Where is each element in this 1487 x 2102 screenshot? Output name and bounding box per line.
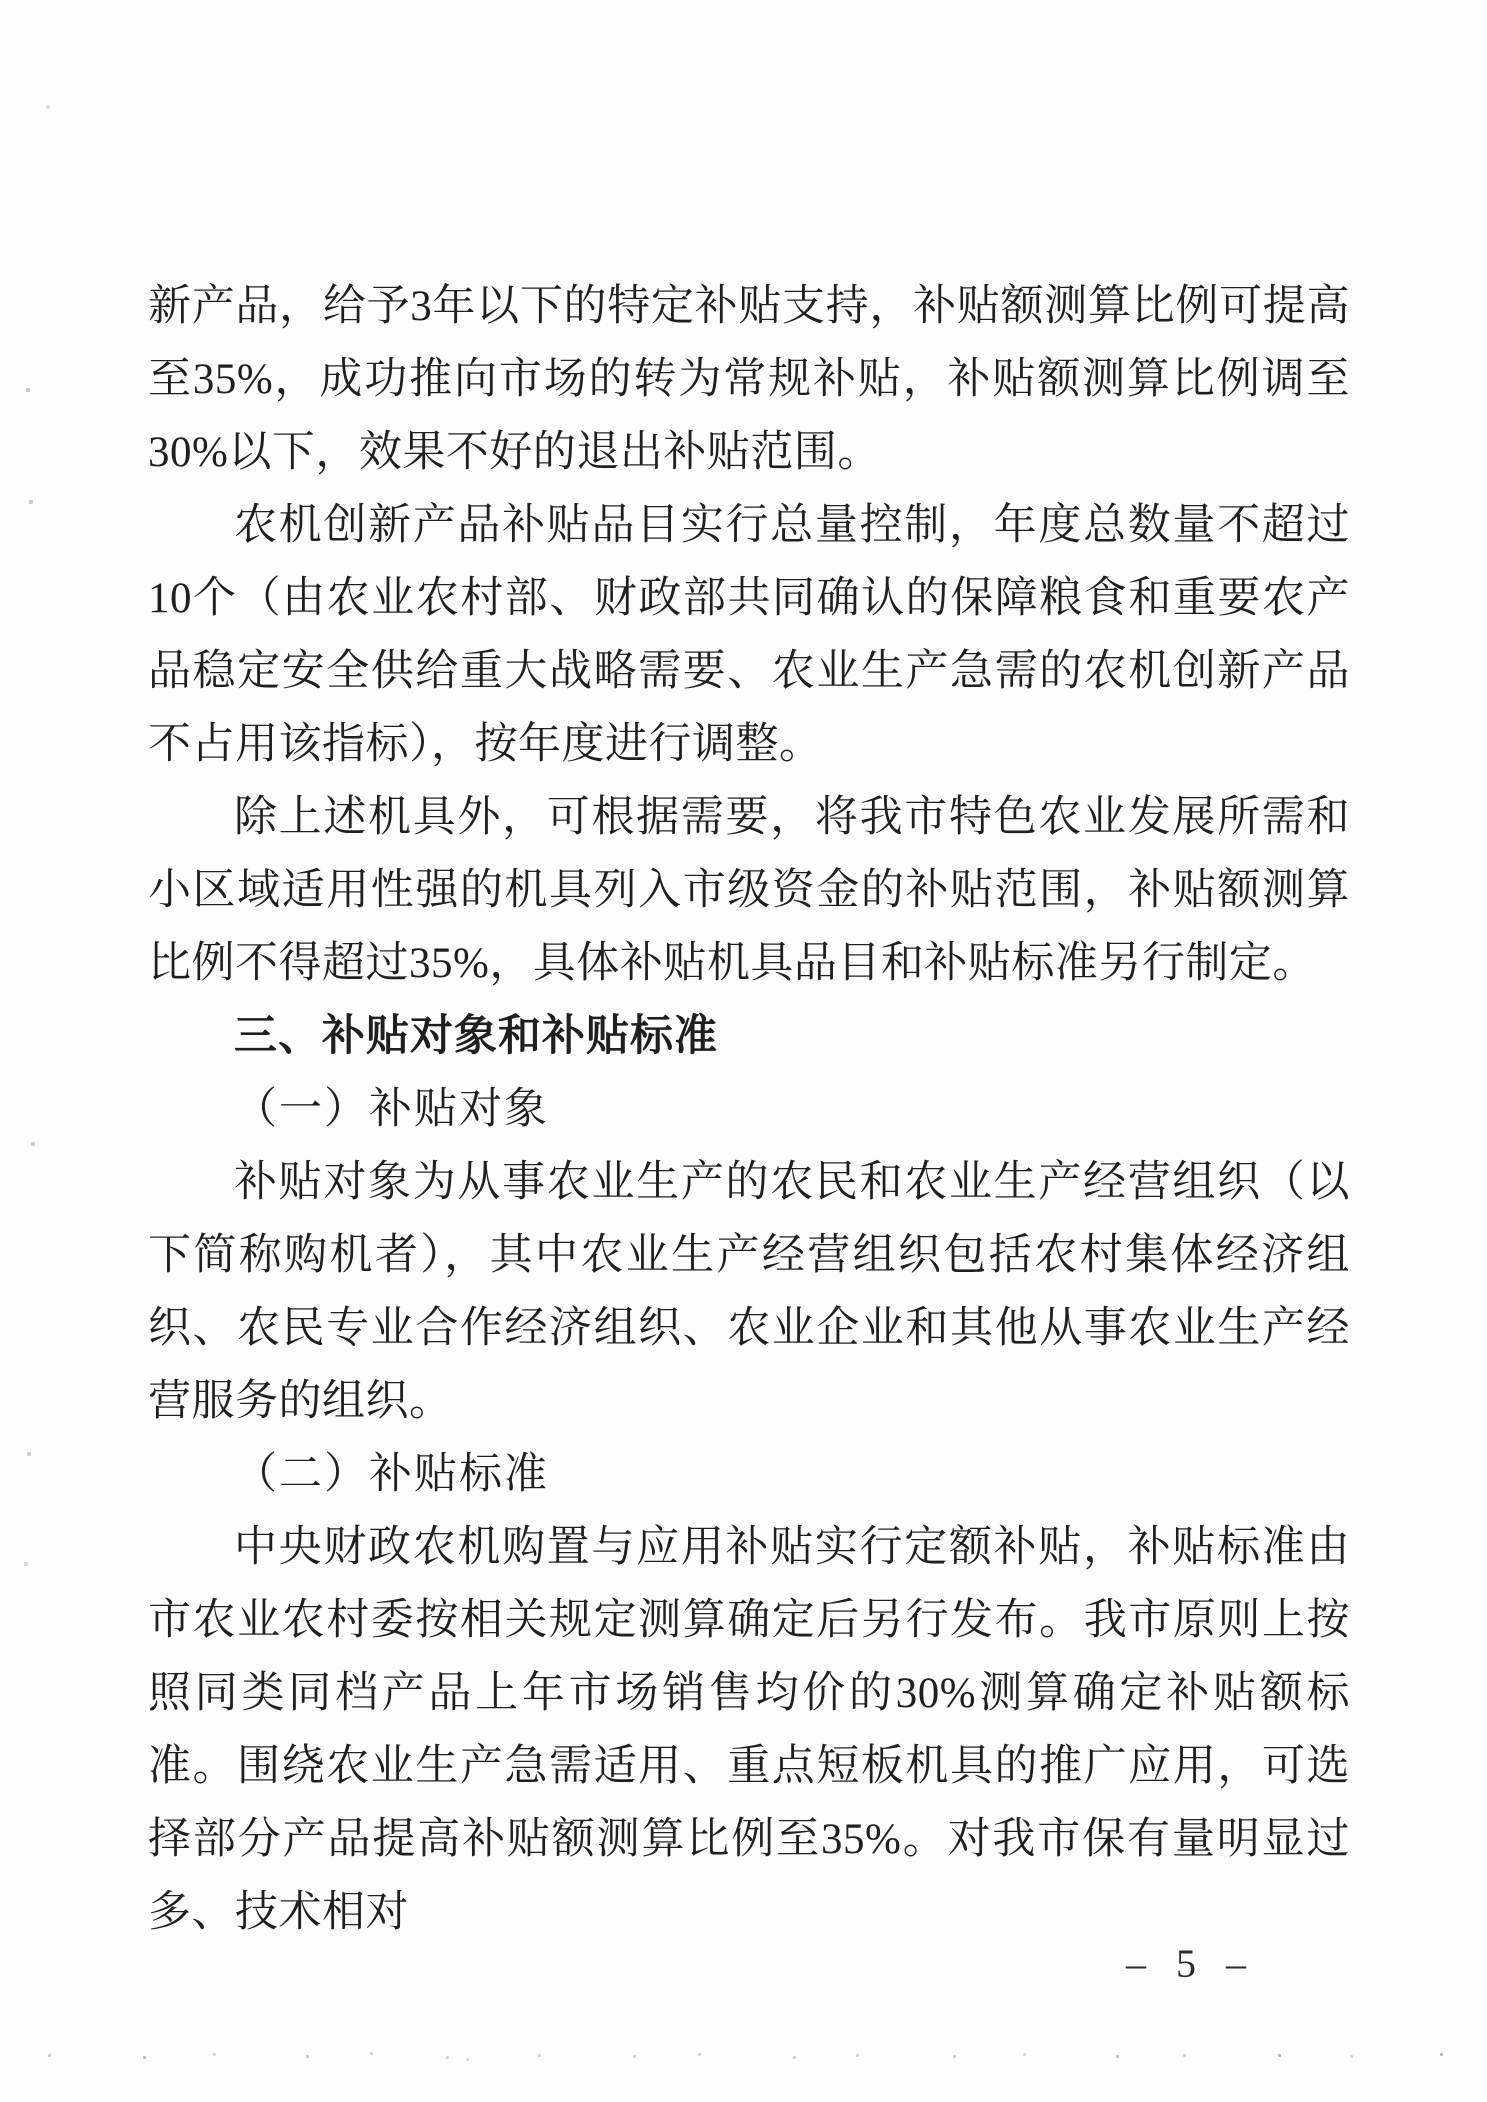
paragraph: 农机创新产品补贴品目实行总量控制，年度总数量不超过10个（由农业农村部、财政部共同确认的保障粮食和重要农产品稳定安全供给重大战略需要、农业生产急需的农机创新产品不占用该指标），按年度进行调整。 — [148, 502, 1350, 768]
paragraph: 补贴对象为从事农业生产的农民和农业生产经营组织（以下简称购机者），其中农业生产经营组织包括农村集体经济组织、农民专业合作经济组织、农业企业和其他从事农业生产经营服务的组织。 — [148, 1159, 1350, 1425]
document-body — [148, 270, 1350, 1949]
paragraph: 除上述机具外，可根据需要，将我市特色农业发展所需和小区域适用性强的机具列入市级资金的补贴范围，补贴额测算比例不得超过35%，具体补贴机具品目和补贴标准另行制定。 — [148, 794, 1350, 987]
paragraph: 新产品，给予3年以下的特定补贴支持，补贴额测算比例可提高至35%，成功推向市场的转为常规补贴，补贴额测算比例调至30%以下，效果不好的退出补贴范围。 — [148, 283, 1350, 476]
page-number: – 5 – — [1126, 1941, 1256, 1986]
section-heading: 三、补贴对象和补贴标准 — [234, 1012, 718, 1060]
subsection-heading: （二）补贴标准 — [234, 1451, 549, 1498]
scan-artifact-left-margin — [26, 388, 30, 392]
paragraph: 中央财政农机购置与应用补贴实行定额补贴，补贴标准由市农业农村委按相关规定测算确定后另行发布。我市原则上按照同类同档产品上年市场销售均价的30%测算确定补贴额标准。围绕农业生产急需适用、重点短板机具的推广应用，可选择部分产品提高补贴额测算比例至35%。对我市保有量明显过多、技术相对 — [148, 1524, 1350, 1936]
scan-artifact-bottom-edge — [48, 2054, 51, 2057]
subsection-heading: （一）补贴对象 — [234, 1086, 549, 1133]
